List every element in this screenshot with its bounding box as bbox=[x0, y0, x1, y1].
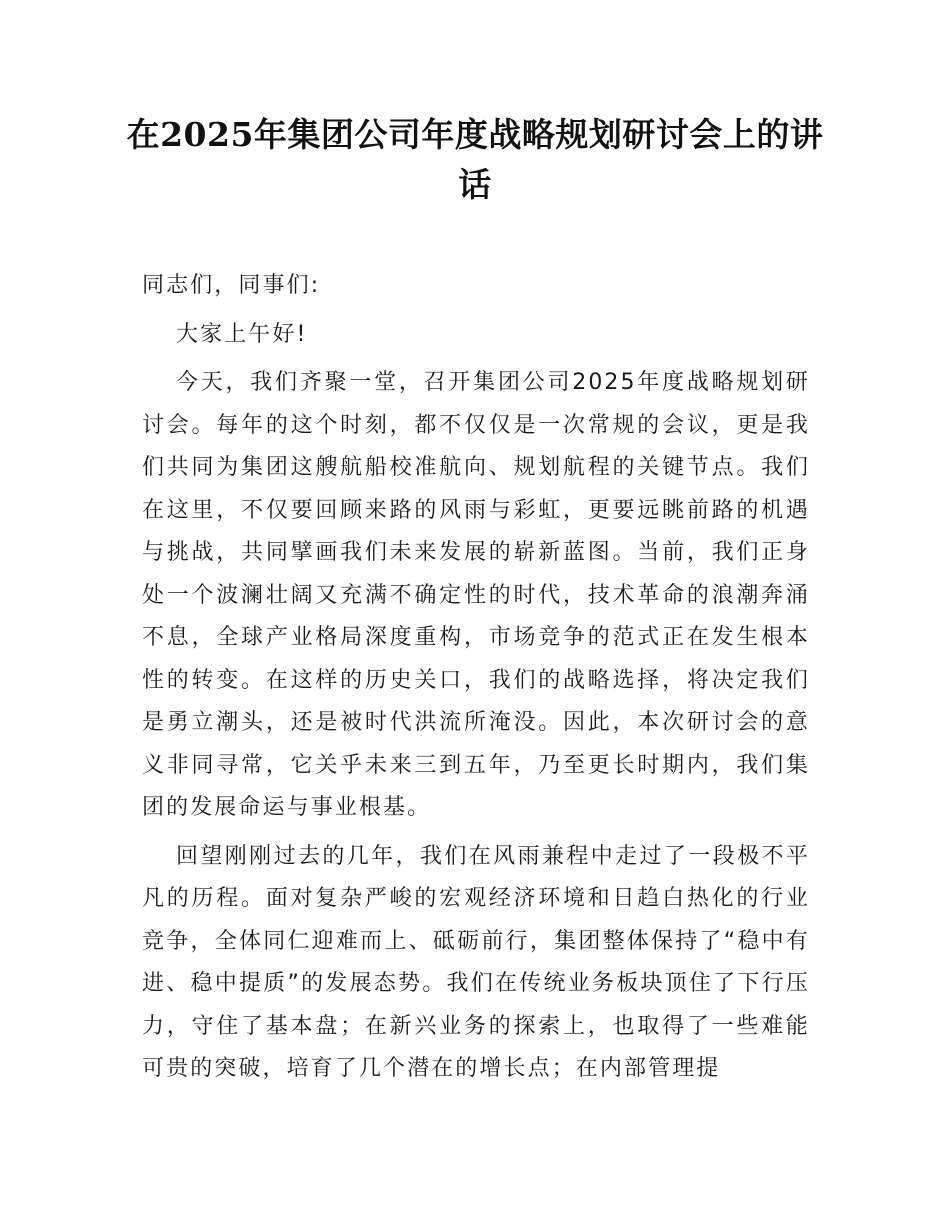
greeting: 大家上午好! bbox=[176, 321, 308, 347]
document-title: 在2025年集团公司年度战略规划研讨会上的讲话 bbox=[126, 115, 824, 204]
paragraph-review: 回望刚刚过去的几年，我们在风雨兼程中走过了一段极不平凡的历程。面对复杂严峻的宏观经济环境和日趋白热化的行业竞争，全体同仁迎难而上、砥砺前行，集团整体保持了“稳中有进、稳中提质”的发展态势。我们在传统业务板块顶住了下行压力，守住了基本盘；在新兴业务的探索上，也取得了一些难能可贵的突破，培育了几个潜在的增长点；在内部管理提 bbox=[142, 843, 810, 1081]
paragraph-opening: 今天，我们齐聚一堂，召开集团公司2025年度战略规划研讨会。每年的这个时刻，都不仅仅是一次常规的会议，更是我们共同为集团这艘航船校准航向、规划航程的关键节点。我们在这里，不仅要回顾来路的风雨与彩虹，更要远眺前路的机遇与挑战，共同擘画我们未来发展的崭新蓝图。当前，我们正身处一个波澜壮阔又充满不确定性的时代，技术革命的浪潮奔涌不息，全球产业格局深度重构，市场竞争的范式正在发生根本性的转变。在这样的历史关口，我们的战略选择，将决定我们是勇立潮头，还是被时代洪流所淹没。因此，本次研讨会的意义非同寻常，它关乎未来三到五年，乃至更长时期内，我们集团的发展命运与事业根基。 bbox=[142, 370, 810, 820]
salutation: 同志们，同事们: bbox=[142, 273, 321, 298]
document-body bbox=[142, 265, 810, 1097]
